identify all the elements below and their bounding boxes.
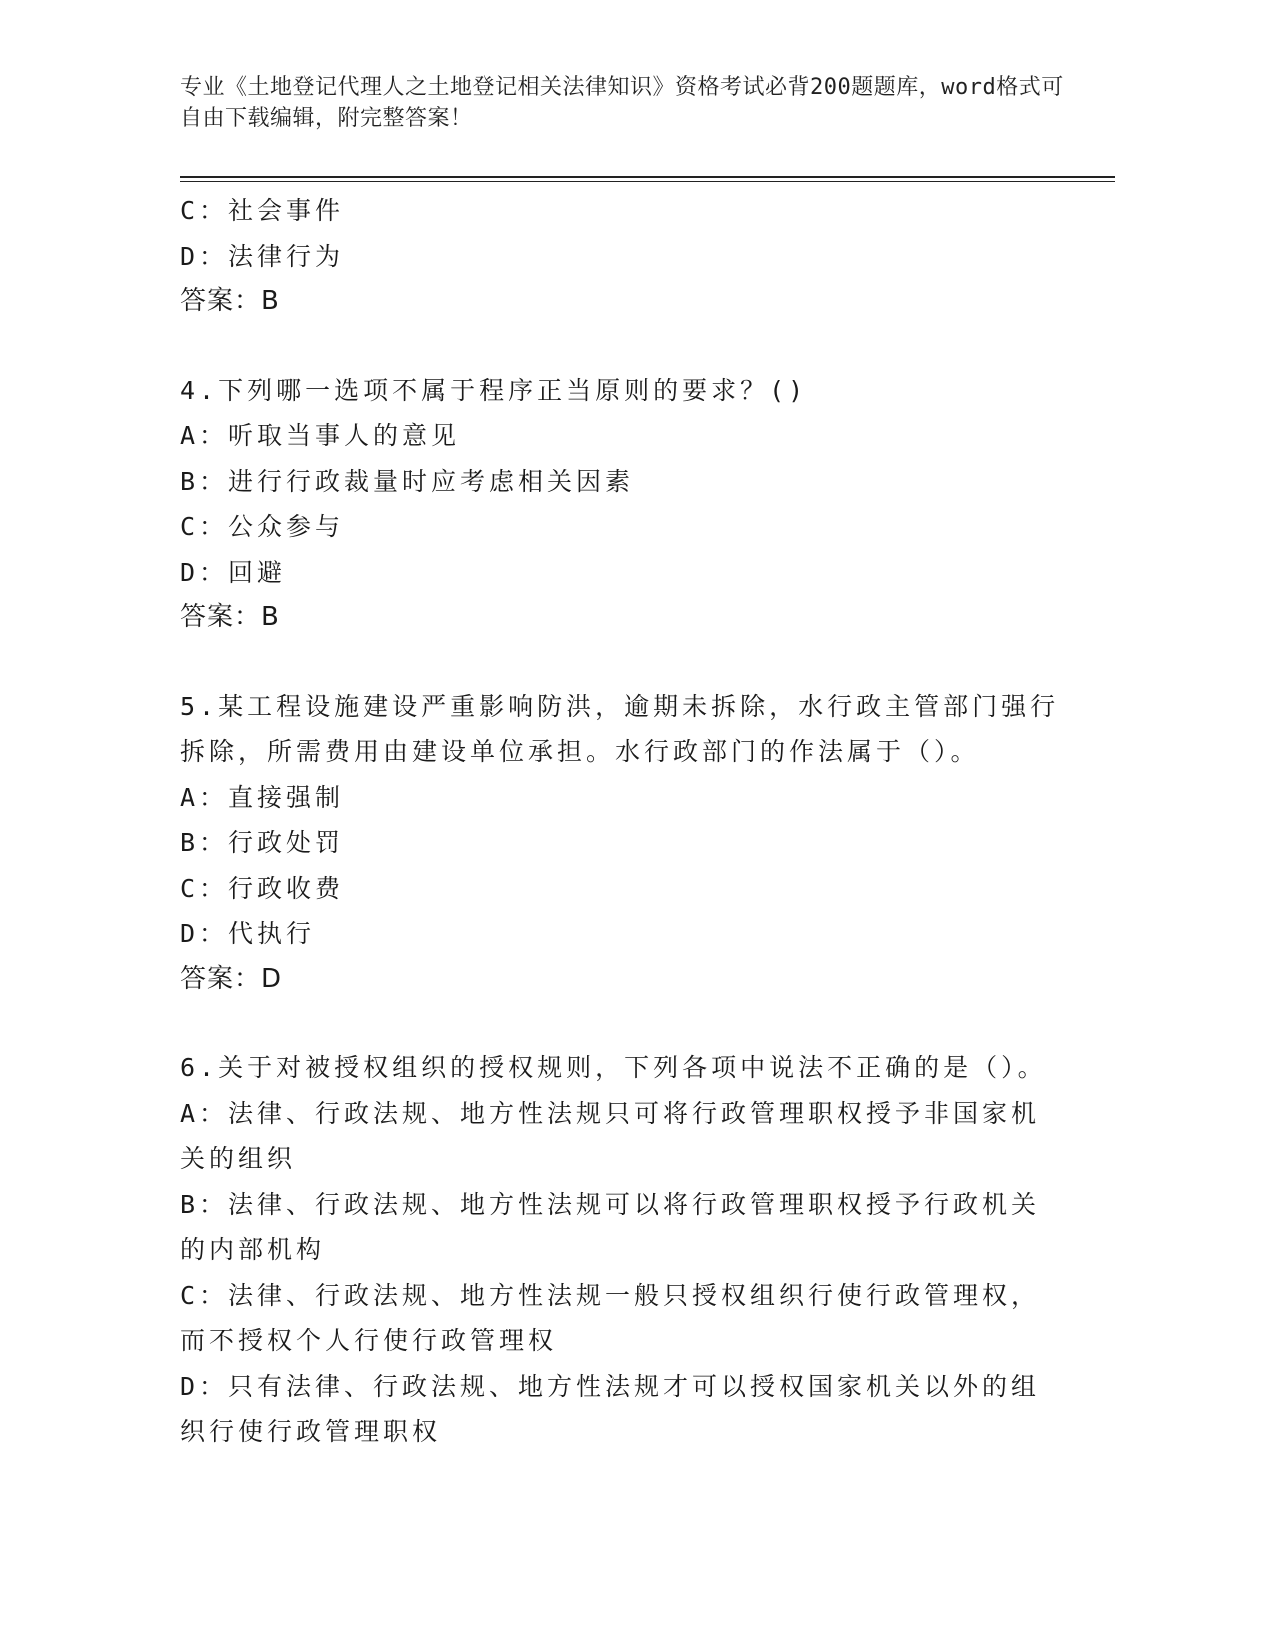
answer: 答案：B xyxy=(180,286,280,316)
option-c: C：公众参与 xyxy=(180,512,345,541)
option-b: B：进行行政裁量时应考虑相关因素 xyxy=(180,466,635,496)
option-b: B：行政处罚 xyxy=(180,828,345,857)
document-header: 专业《土地登记代理人之土地登记相关法律知识》资格考试必背200题题库，word格式可自由下载编辑，附完整答案！ xyxy=(180,75,1064,131)
question-4 xyxy=(180,368,1060,641)
question-stem: 6.关于对被授权组织的授权规则，下列各项中说法不正确的是（）。 xyxy=(180,1053,1047,1082)
option-d: D：法律行为 xyxy=(180,241,345,271)
question-list xyxy=(180,188,1060,1455)
answer: 答案：B xyxy=(180,602,280,632)
option-d: D：代执行 xyxy=(180,919,316,948)
question-stem: 4.下列哪一选项不属于程序正当原则的要求？() xyxy=(180,375,808,405)
header-divider-thick xyxy=(180,176,1115,178)
question-5 xyxy=(180,684,1060,1003)
question-3-tail xyxy=(180,188,1060,325)
option-c: C：法律、行政法规、地方性法规一般只授权组织行使行政管理权，而不授权个人行使行政管理权 xyxy=(180,1280,1041,1355)
option-a: A：直接强制 xyxy=(180,782,345,812)
option-c: C：行政收费 xyxy=(180,873,345,903)
answer: 答案：D xyxy=(180,963,283,994)
option-d: D：只有法律、行政法规、地方性法规才可以授权国家机关以外的组织行使行政管理职权 xyxy=(180,1371,1041,1446)
option-a: A：法律、行政法规、地方性法规只可将行政管理职权授予非国家机关的组织 xyxy=(180,1098,1041,1173)
option-b: B：法律、行政法规、地方性法规可以将行政管理职权授予行政机关的内部机构 xyxy=(180,1189,1041,1264)
question-stem: 5.某工程设施建设严重影响防洪，逾期未拆除，水行政主管部门强行拆除，所需费用由建设单位承担。水行政部门的作法属于（）。 xyxy=(180,691,1060,766)
option-d: D：回避 xyxy=(180,557,287,587)
question-6 xyxy=(180,1045,1060,1455)
header-divider-thin xyxy=(180,181,1115,182)
option-c: C：社会事件 xyxy=(180,196,345,225)
option-a: A：听取当事人的意见 xyxy=(180,421,461,450)
